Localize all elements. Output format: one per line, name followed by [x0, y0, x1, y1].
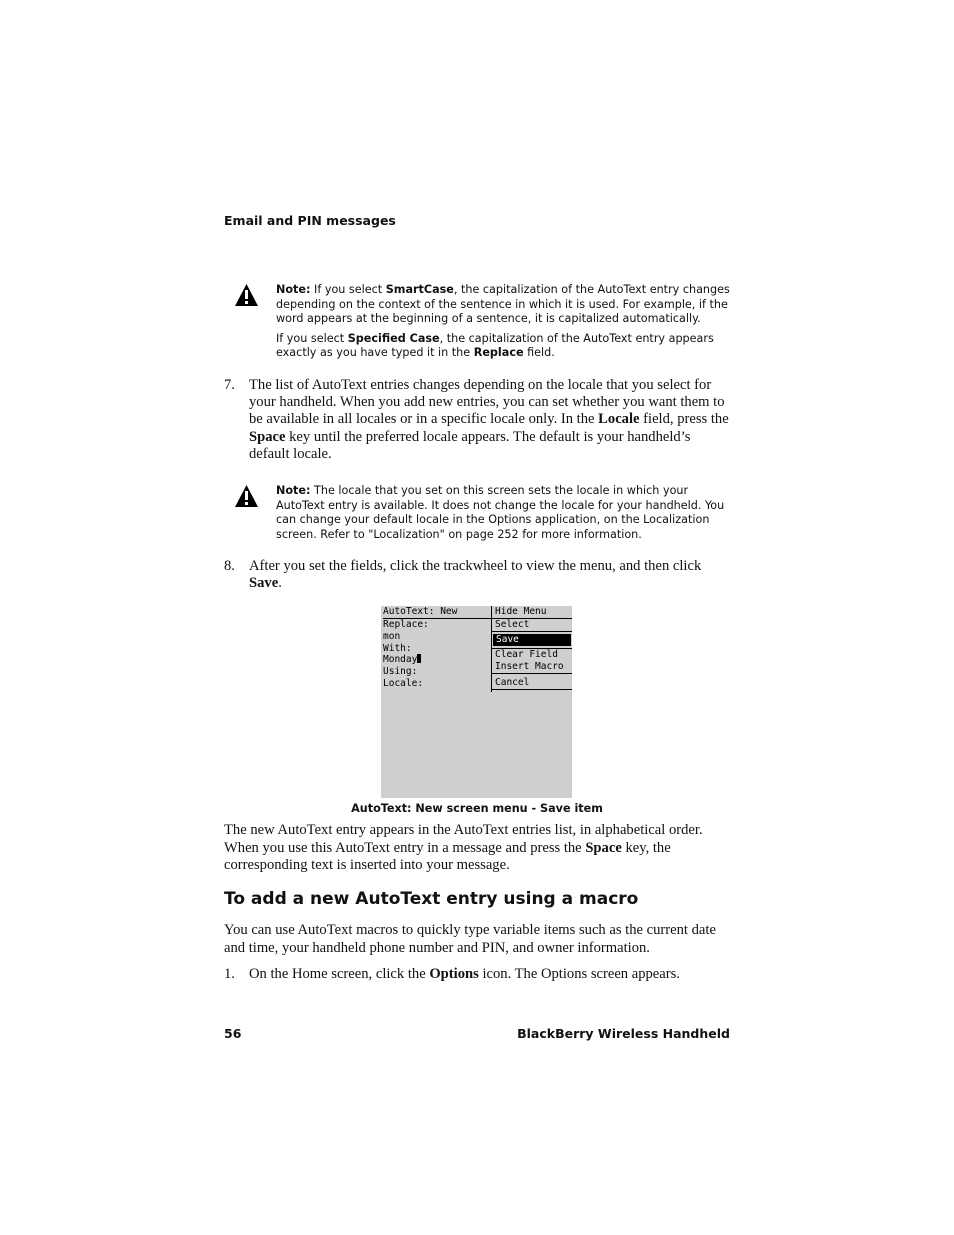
screen-title: AutoText: New: [383, 606, 491, 619]
context-menu: [491, 606, 572, 692]
text-cursor: [417, 654, 421, 663]
field-value: Monday: [383, 654, 491, 666]
note-smartcase: [224, 283, 734, 366]
note-paragraph: If you select Specified Case, the capitalization of the AutoText entry appears exactly as you have typed it in the Replace field.: [276, 331, 714, 360]
paragraph: The new AutoText entry appears in the AutoText entries list, in alphabetical order. When you use this AutoText entry in a message and press the Space key, the corresponding text is inserted into your message.: [224, 822, 703, 874]
autotext-form: [383, 606, 491, 690]
menu-item-save[interactable]: Save: [493, 634, 571, 646]
menu-item-select[interactable]: Select: [492, 619, 572, 632]
step-7: 7. The list of AutoText entries changes depending on the locale that you select for your handheld. When you add new entries, you can set whether you want them to be available in all locales or in a specific locale only. In the Locale field, press the Space key until the preferred locale appears. The default is your handheld’s default locale.: [224, 377, 734, 463]
step-text: The list of AutoText entries changes depending on the locale that you select for your handheld. When you add new entries, you can set whether you want them to be available in all locales or in a specific locale only. In the Locale field, press the Space key until the preferred locale appears. The default is your handheld’s default locale.: [249, 377, 729, 462]
field-label: Locale:: [383, 677, 424, 689]
autotext-new-screenshot: [381, 606, 572, 798]
page-number: 56: [224, 1026, 242, 1041]
step-1: 1. On the Home screen, click the Options icon. The Options screen appears.: [224, 966, 734, 983]
figure-caption: AutoText: New screen menu - Save item: [351, 802, 603, 815]
menu-item-clear-field[interactable]: Clear Field: [492, 648, 572, 661]
running-header: Email and PIN messages: [224, 213, 396, 228]
note-paragraph: Note: The locale that you set on this screen sets the locale in which your AutoText entry is available. It does not change the locale for your handheld. You can change your default locale in the Options application, on the Localization screen. Refer to "Localization" on page 252 for more information.: [276, 484, 725, 541]
field-label: Using:: [383, 666, 418, 678]
field-label: Replace:: [383, 619, 429, 630]
note-paragraph: Note: If you select SmartCase, the capitalization of the AutoText entry changes depending on the context of the sentence in which it is used. For example, if the word appears at the beginning of a sentence, it is capitalized automatically.: [276, 283, 730, 326]
menu-item-insert-macro[interactable]: Insert Macro: [492, 661, 572, 674]
menu-item-cancel[interactable]: Cancel: [492, 677, 572, 690]
section-heading: To add a new AutoText entry using a macro: [224, 889, 639, 909]
note-locale: [224, 484, 734, 547]
field-value: mon: [383, 630, 401, 642]
paragraph: You can use AutoText macros to quickly type variable items such as the current date and time, your handheld phone number and PIN, and owner information.: [224, 922, 716, 956]
step-text: On the Home screen, click the Options icon. The Options screen appears.: [249, 966, 680, 982]
step-text: After you set the fields, click the trackwheel to view the menu, and then click Save.: [249, 558, 702, 592]
warning-icon: [234, 484, 259, 508]
warning-icon: [234, 283, 259, 307]
menu-item-hide-menu[interactable]: Hide Menu: [492, 606, 572, 619]
step-8: 8. After you set the fields, click the trackwheel to view the menu, and then click Save.: [224, 558, 734, 592]
field-label: With:: [383, 642, 412, 654]
footer-title: BlackBerry Wireless Handheld: [517, 1026, 730, 1041]
